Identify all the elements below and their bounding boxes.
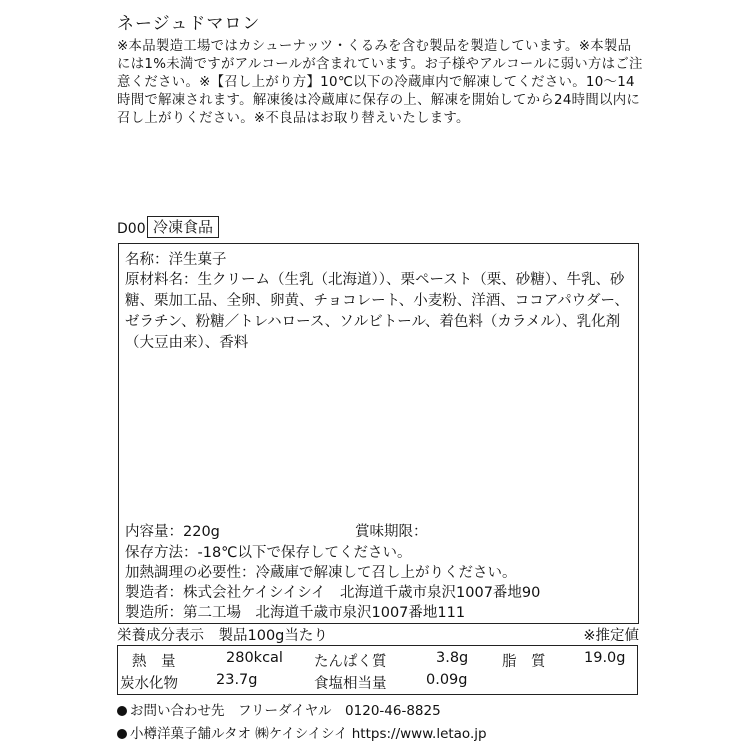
storage-text: 保存方法：-18℃以下で保存してください。 [125, 545, 412, 561]
product-title: ネージュドマロン [117, 14, 261, 34]
bullet-icon [117, 729, 127, 739]
nutrition-table [117, 645, 638, 695]
allergen-notice: ※本品製造工場ではカシューナッツ・くるみを含む製品を製造しています。※本製品には1%未満ですがアルコールが含まれています。お子様やアルコールに弱い方はご注意ください。※【召し上がり方】10℃以下の冷蔵庫内で解凍してください。10～14時間で解凍されます。解凍後は冷蔵庫に保存の上、解凍を開始してから24時間以内に召し上がりください。※不良品はお取り替えいたします。 [117, 39, 643, 126]
contact-phone-text: お問い合わせ先 フリーダイヤル 0120-46-8825 [130, 703, 441, 719]
contact-line-1 [117, 699, 487, 719]
contact-line-2 [117, 722, 487, 742]
protein-label: たんぱく質 [314, 654, 387, 670]
salt-value: 0.09g [426, 672, 468, 688]
contact-block [117, 699, 487, 742]
frozen-food-badge: 冷凍食品 [147, 216, 219, 238]
nutrition-title: 栄養成分表示 製品100g当たり [117, 628, 328, 644]
maker-text: 製造者：株式会社ケイシイシイ 北海道千歳市泉沢1007番地90 [125, 585, 541, 601]
product-code: D00 [117, 221, 146, 237]
fat-value: 19.0g [584, 650, 626, 666]
nutrition-header [117, 624, 639, 645]
product-name-row [125, 248, 227, 269]
volume-text: 内容量：220g [125, 524, 220, 540]
factory-text: 製造所：第二工場 北海道千歳市泉沢1007番地111 [125, 605, 466, 621]
energy-label: 熱 量 [132, 654, 176, 670]
heating-text: 加熱調理の必要性：冷蔵庫で解凍して召し上がりください。 [125, 565, 517, 581]
salt-label: 食塩相当量 [314, 676, 387, 692]
contact-company-text: 小樽洋菓子舗ルタオ ㈱ケイシイシイ https://www.letao.jp [130, 726, 487, 742]
name-value: 洋生菓子 [168, 252, 227, 268]
protein-value: 3.8g [436, 650, 469, 666]
name-key: 名称： [125, 252, 169, 268]
carb-value: 23.7g [216, 672, 258, 688]
energy-value: 280kcal [226, 650, 283, 666]
food-label-box [118, 243, 639, 624]
ingredients-text: 原材料名：生クリーム（生乳（北海道））、栗ペースト（栗、砂糖）、牛乳、砂糖、栗加工品、全卵、卵黄、チョコレート、小麦粉、洋酒、ココアパウダー、ゼラチン、粉糖／トレハロース、ソルビトール、着色料（カラメル）、乳化剤（大豆由来）、香料 [125, 272, 629, 351]
carb-label: 炭水化物 [120, 676, 178, 692]
fat-label: 脂 質 [502, 654, 546, 670]
estimate-note: ※推定値 [583, 628, 639, 644]
best-before-text: 賞味期限： [355, 524, 428, 540]
bullet-icon [117, 706, 127, 716]
